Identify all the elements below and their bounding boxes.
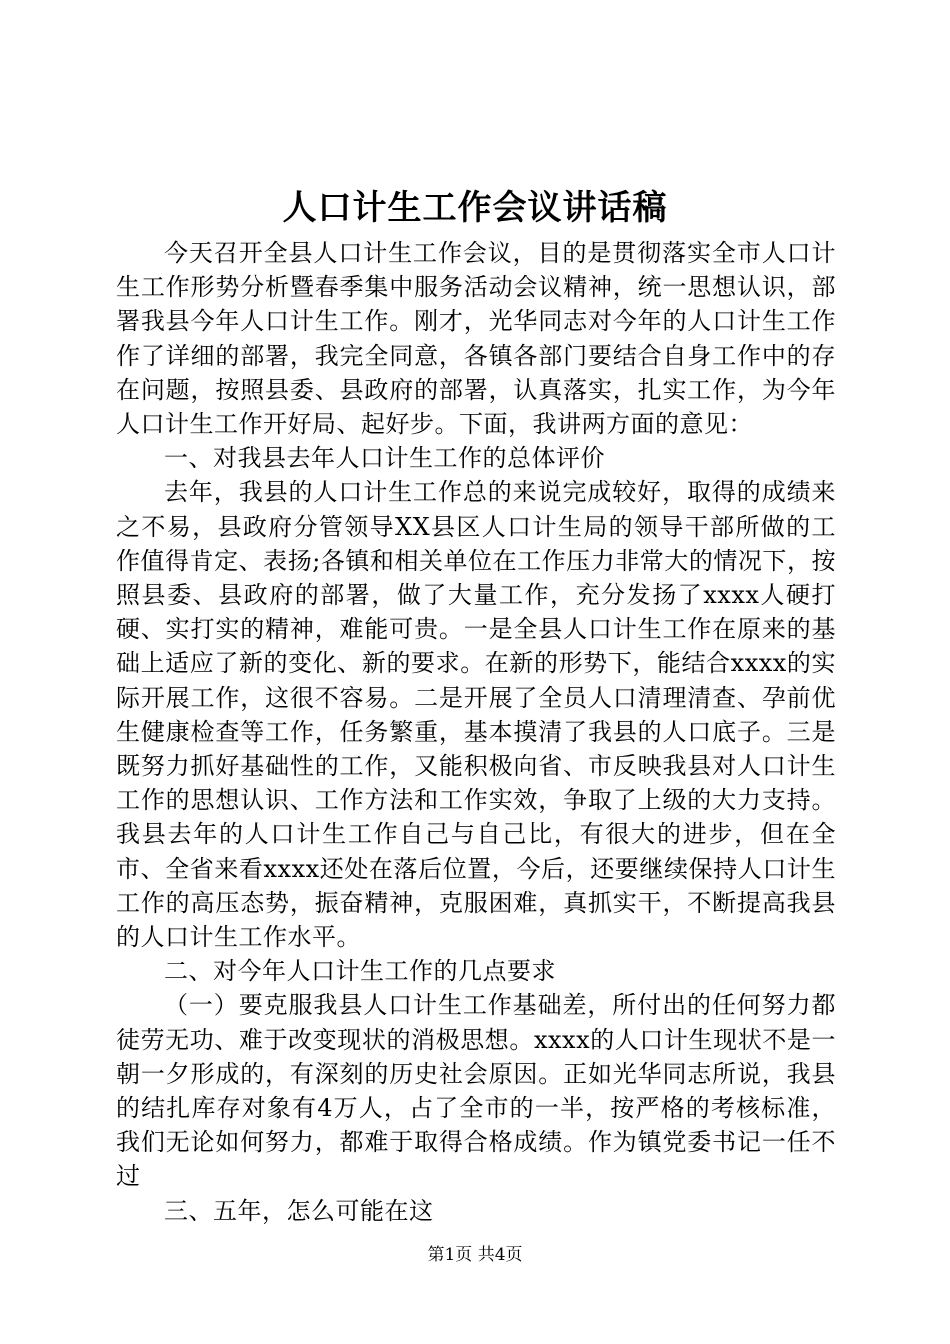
paragraph-evaluation: 去年，我县的人口计生工作总的来说完成较好，取得的成绩来之不易，县政府分管领导XX县区人口计生局的领导干部所做的工作值得肯定、表扬;各镇和相关单位在工作压力非常大的情况下，按照县委、县政府的部署，做了大量工作，充分发扬了xxxx人硬打硬、实打实的精神，难能可贵。一是全县人口计生工作在原来的基础上适应了新的变化、新的要求。在新的形势下，能结合xxxx的实际开展工作，这很不容易。二是开展了全员人口清理清查、孕前优生健康检查等工作，任务繁重，基本摸清了我县的人口底子。三是既努力抓好基础性的工作，又能积极向省、市反映我县对人口计生工作的思想认识、工作方法和工作实效，争取了上级的大力支持。我县去年的人口计生工作自己与自己比，有很大的进步，但在全市、全省来看xxxx还处在落后位置，今后，还要继续保持人口计生工作的高压态势，振奋精神，克服困难，真抓实干，不断提高我县的人口计生工作水平。 — [116, 478, 836, 952]
section-heading-1: 一、对我县去年人口计生工作的总体评价 — [164, 444, 605, 473]
document-title: 人口计生工作会议讲话稿 — [282, 188, 668, 228]
document-body — [116, 236, 836, 1228]
paragraph-continuation: 三、五年，怎么可能在这 — [164, 1196, 434, 1225]
paragraph-requirement-1: （一）要克服我县人口计生工作基础差，所付出的任何努力都徒劳无功、难于改变现状的消极思想。xxxx的人口计生现状不是一朝一夕形成的，有深刻的历史社会原因。正如光华同志所说，我县的结扎库存对象有4万人，占了全市的一半，按严格的考核标准，我们无论如何努力，都难于取得合格成绩。作为镇党委书记一任不过 — [116, 991, 836, 1191]
section-heading-2: 二、对今年人口计生工作的几点要求 — [164, 957, 556, 986]
paragraph-intro: 今天召开全县人口计生工作会议，目的是贯彻落实全市人口计生工作形势分析暨春季集中服务活动会议精神，统一思想认识，部署我县今年人口计生工作。刚才，光华同志对今年的人口计生工作作了详细的部署，我完全同意，各镇各部门要结合自身工作中的存在问题，按照县委、县政府的部署，认真落实，扎实工作，为今年人口计生工作开好局、起好步。下面，我讲两方面的意见： — [116, 239, 836, 439]
page-footer: 第1页 共4页 — [427, 1245, 523, 1265]
